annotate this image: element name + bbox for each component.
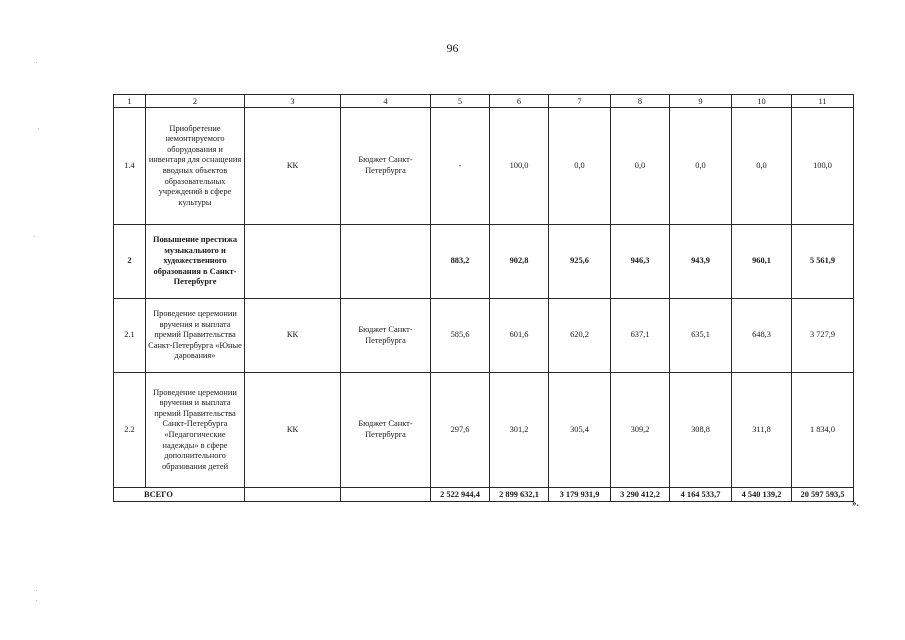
row-value: 0,0 (670, 108, 732, 225)
row-value: 311,8 (732, 373, 792, 488)
table-row (114, 299, 854, 373)
table-row (114, 108, 854, 225)
row-value: 100,0 (490, 108, 549, 225)
total-value: 3 179 931,9 (549, 488, 611, 502)
table-header-row (114, 95, 854, 108)
column-header: 6 (490, 95, 549, 108)
total-value: 20 597 593,5 (792, 488, 854, 502)
row-value: 0,0 (549, 108, 611, 225)
row-number: 2.1 (114, 299, 146, 373)
total-value: 4 540 139,2 (732, 488, 792, 502)
row-value: 0,0 (611, 108, 670, 225)
column-header: 10 (732, 95, 792, 108)
row-value: 301,2 (490, 373, 549, 488)
total-label: ВСЕГО (114, 488, 245, 502)
row-number: 2 (114, 225, 146, 299)
row-value: 883,2 (431, 225, 490, 299)
row-value: 648,3 (732, 299, 792, 373)
scan-speck (34, 236, 35, 237)
column-header: 9 (670, 95, 732, 108)
row-value: 943,9 (670, 225, 732, 299)
scan-speck (36, 62, 37, 63)
row-number: 1.4 (114, 108, 146, 225)
table-row (114, 373, 854, 488)
row-value: 100,0 (792, 108, 854, 225)
row-value: 0,0 (732, 108, 792, 225)
row-source: Бюджет Санкт-Петербурга (341, 108, 431, 225)
row-value: 1 834,0 (792, 373, 854, 488)
row-value: 635,1 (670, 299, 732, 373)
row-value: 297,6 (431, 373, 490, 488)
row-value: 5 561,9 (792, 225, 854, 299)
total-empty-cell (245, 488, 341, 502)
total-empty-cell (341, 488, 431, 502)
column-header: 8 (611, 95, 670, 108)
column-header: 5 (431, 95, 490, 108)
scan-speck (36, 590, 37, 591)
column-header: 3 (245, 95, 341, 108)
row-name: Приобретение немонтируемого оборудования и инвентаря для оснащения вводных объектов образовательных учреждений в сфере культуры (146, 108, 245, 225)
row-value: 309,2 (611, 373, 670, 488)
row-name: Повышение престижа музыкального и художественного образования в Санкт-Петербурге (146, 225, 245, 299)
column-header: 1 (114, 95, 146, 108)
row-value: 925,6 (549, 225, 611, 299)
row-value: - (431, 108, 490, 225)
row-name: Проведение церемонии вручения и выплата премий Правительства Санкт-Петербурга «Юные дарования» (146, 299, 245, 373)
row-source: Бюджет Санкт-Петербурга (341, 373, 431, 488)
row-value: 902,8 (490, 225, 549, 299)
row-executor: КК (245, 108, 341, 225)
row-value: 637,1 (611, 299, 670, 373)
row-value: 3 727,9 (792, 299, 854, 373)
row-executor: КК (245, 299, 341, 373)
scan-speck (36, 600, 37, 601)
row-executor: КК (245, 373, 341, 488)
total-value: 4 164 533,7 (670, 488, 732, 502)
row-value: 308,8 (670, 373, 732, 488)
total-value: 2 522 944,4 (431, 488, 490, 502)
row-source: Бюджет Санкт-Петербурга (341, 299, 431, 373)
total-row (114, 488, 854, 502)
scan-speck (38, 128, 39, 129)
row-value: 601,6 (490, 299, 549, 373)
row-value: 305,4 (549, 373, 611, 488)
row-executor (245, 225, 341, 299)
row-number: 2.2 (114, 373, 146, 488)
column-header: 2 (146, 95, 245, 108)
row-value: 620,2 (549, 299, 611, 373)
row-name: Проведение церемонии вручения и выплата премий Правительства Санкт-Петербурга «Педагогические надежды» в сфере дополнительного образования детей (146, 373, 245, 488)
column-header: 7 (549, 95, 611, 108)
column-header: 11 (792, 95, 854, 108)
row-value: 946,3 (611, 225, 670, 299)
row-value: 960,1 (732, 225, 792, 299)
table-row (114, 225, 854, 299)
total-value: 2 899 632,1 (490, 488, 549, 502)
closing-quote-mark: ». (852, 498, 859, 508)
page-number: 96 (446, 41, 459, 55)
row-source (341, 225, 431, 299)
total-value: 3 290 412,2 (611, 488, 670, 502)
row-value: 585,6 (431, 299, 490, 373)
budget-table (113, 94, 854, 502)
column-header: 4 (341, 95, 431, 108)
